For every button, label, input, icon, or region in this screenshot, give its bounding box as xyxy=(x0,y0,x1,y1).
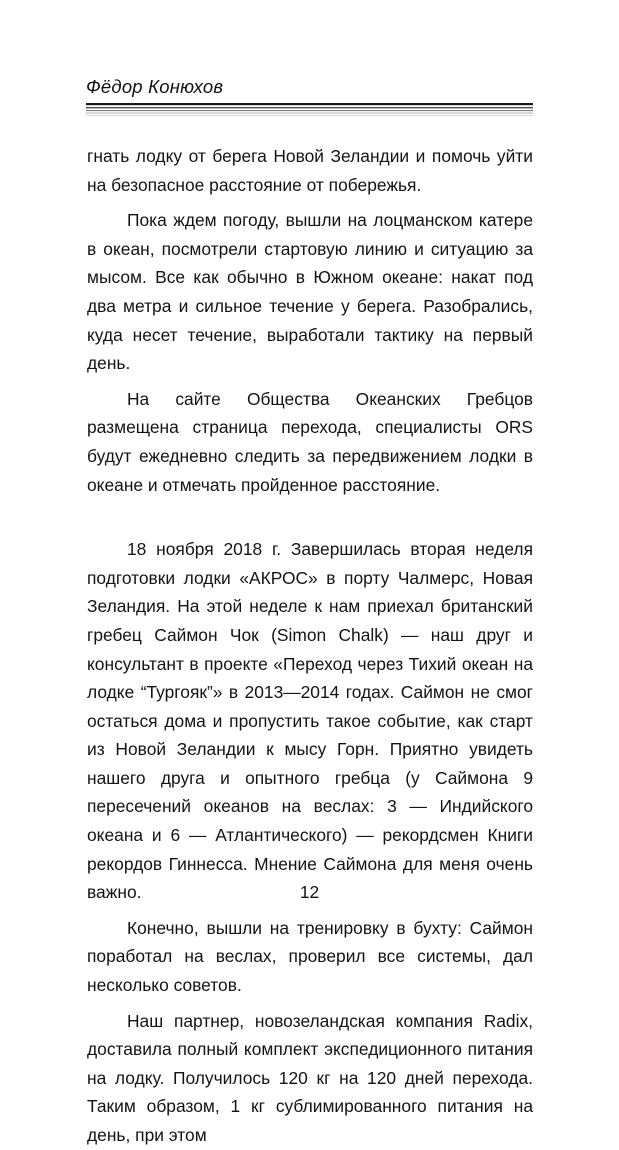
paragraph: Конечно, вышли на тренировку в бухту: Саймон поработал на веслах, проверил все системы, дал несколько советов. xyxy=(87,917,533,996)
running-header: Фёдор Конюхов xyxy=(86,76,224,97)
header-rule xyxy=(86,103,533,117)
body-text xyxy=(87,142,533,1150)
paragraph: Пока ждем погоду, вышли на лоцманском катере в океан, посмотрели стартовую линию и ситуацию за мысом. Все как обычно в Южном океане: накат под два метра и сильное течение у берега. Разобрались, куда несет течение, выработали тактику на первый день. xyxy=(87,210,533,374)
paragraph: гнать лодку от берега Новой Зеландии и помочь уйти на безопасное расстояние от побережья. xyxy=(87,146,533,195)
page-number: 12 xyxy=(299,882,320,902)
paragraph: Наш партнер, новозеландская компания Radix, доставила полный комплект экспедиционного питания на лодку. Получилось 120 кг на 120 дней перехода. Таким образом, 1 кг сублимированного питания на день, при этом xyxy=(87,1010,533,1145)
paragraph: 18 ноября 2018 г. Завершилась вторая неделя подготовки лодки «АКРОС» в порту Чалмерс, Новая Зеландия. На этой неделе к нам приехал британский гребец Саймон Чок (Simon Chalk) — наш друг и консультант в проекте «Переход через Тихий океан на лодке “Тургояк”» в 2013—2014 годах. Саймон не смог остаться дома и пропустить такое событие, как старт из Новой Зеландии к мысу Горн. Приятно увидеть нашего друга и опытного гребца (у Саймона 9 пересечений океанов на веслах: 3 — Индийского океана и 6 — Атлантического) — рекордсмен Книги рекордов Гиннесса. Мнение Саймона для меня очень важно. xyxy=(87,539,533,903)
paragraph: На сайте Общества Океанских Гребцов размещена страница перехода, специалисты ORS будут ежедневно следить за передвижением лодки в океане и отмечать пройденное расстояние. xyxy=(87,388,533,495)
